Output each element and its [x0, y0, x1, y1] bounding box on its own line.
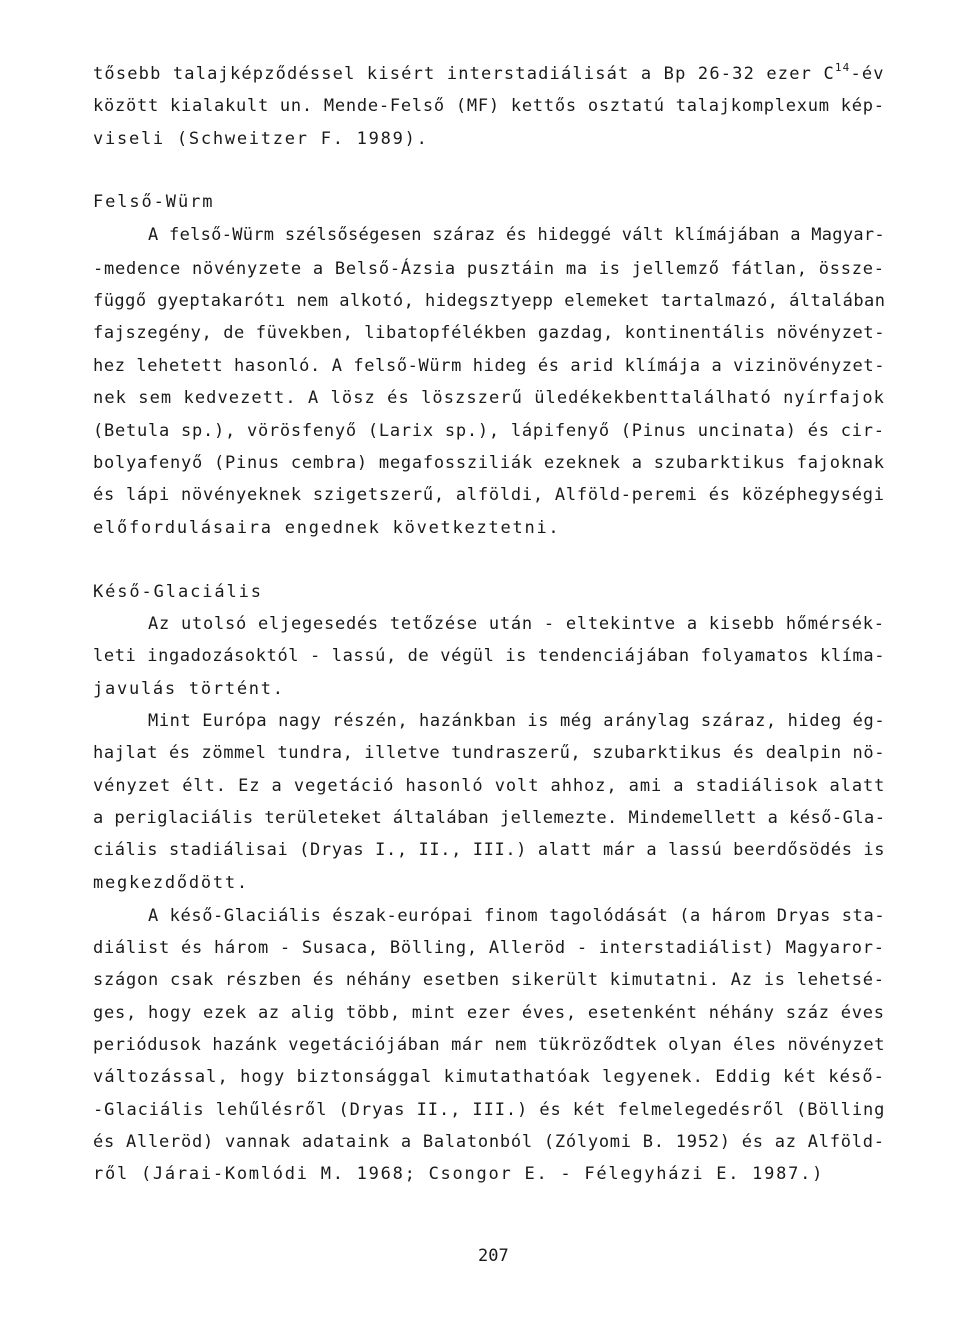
text-line: -Glaciális lehűlésről (Dryas II., III.) és két felmelegedésről (Bölling: [93, 1100, 886, 1120]
text-line: fajszegény, de füvekben, libatopfélékben gazdag, kontinentális növényzet-: [93, 323, 886, 343]
text-line: megkezdődött.: [93, 873, 249, 893]
text-line: és lápi növényeknek szigetszerű, alföldi, Alföld-peremi és középhegységi: [93, 485, 885, 505]
text-line: viseli (Schweitzer F. 1989).: [93, 129, 429, 149]
text-line: Mint Európa nagy részén, hazánkban is még aránylag száraz, hideg ég-: [148, 711, 886, 731]
section-heading: Felső-Würm: [93, 192, 215, 212]
text-line: változással, hogy biztonsággal kimutathatóak legyenek. Eddig két késő-: [93, 1067, 885, 1087]
superscript: 14: [834, 61, 851, 74]
text-line: Az utolsó eljegesedés tetőzése után - eltekintve a kisebb hőmérsék-: [148, 614, 885, 634]
text-line: a periglaciális területeket általában jellemezte. Mindemellett a késő-Gla-: [93, 808, 886, 828]
text-line: szágon csak részben és néhány esetben sikerült kimutatni. Az is lehetsé-: [93, 970, 885, 990]
section-heading: Késő-Glaciális: [93, 582, 263, 602]
text-line: javulás történt.: [93, 679, 285, 699]
text-line: ciális stadiálisai (Dryas I., II., III.) alatt már a lassú beerdősödés is: [93, 840, 886, 860]
text-line: A késő-Glaciális észak-európai finom tagolódását (a három Dryas sta-: [148, 906, 886, 926]
text-line: (Betula sp.), vörösfenyő (Larix sp.), lápifenyő (Pinus uncinata) és cir-: [93, 421, 885, 441]
text-line: bolyafenyő (Pinus cembra) megafossziliák ezeknek a szubarktikus fajoknak: [93, 453, 885, 473]
text-line: [93, 61, 885, 84]
text-line: ges, hogy ezek az alig több, mint ezer éves, esetenként néhány száz éves: [93, 1003, 885, 1023]
text-line: ről (Járai-Komlódi M. 1968; Csongor E. - Félegyházi E. 1987.): [93, 1164, 825, 1184]
text-run: tősebb talajképződéssel kisért interstadiálisát a Bp 26-32 ezer C: [93, 64, 835, 84]
text-line: -medence növényzete a Belső-Ázsia pusztáin ma is jellemző fátlan, össze-: [93, 259, 885, 279]
text-run: -év: [850, 64, 885, 84]
text-line: vényzet élt. Ez a vegetáció hasonló volt ahhoz, ami a stadiálisok alatt: [93, 776, 886, 796]
text-line: nek sem kedvezett. A lösz és löszszerű üledékekbenttalálható nyírfajok: [93, 388, 885, 408]
text-line: függő gyeptakarótı nem alkotó, hidegsztyepp elemeket tartalmazó, általában: [93, 291, 886, 311]
text-line: hajlat és zömmel tundra, illetve tundraszerű, szubarktikus és dealpin nö-: [93, 743, 886, 763]
text-line: hez lehetett hasonló. A felső-Würm hideg és arid klímája a vizinövényzet-: [93, 356, 886, 376]
text-line: és Alleröd) vannak adataink a Balatonból (Zólyomi B. 1952) és az Alföld-: [93, 1132, 885, 1152]
text-line: diálist és három - Susaca, Bölling, Alleröd - interstadiálist) Magyaror-: [93, 938, 885, 958]
text-line: előfordulásaira engednek következtetni.: [93, 518, 561, 538]
text-line: periódusok hazánk vegetációjában már nem tükröződtek olyan éles növényzet: [93, 1035, 886, 1055]
text-line: leti ingadozásoktól - lassú, de végül is tendenciájában folyamatos klíma-: [93, 646, 886, 666]
text-line: A felső-Würm szélsőségesen száraz és hideggé vált klímájában a Magyar-: [148, 225, 885, 245]
text-line: között kialakult un. Mende-Felső (MF) kettős osztatú talajkomplexum kép-: [93, 96, 885, 116]
page-number: 207: [478, 1246, 509, 1266]
